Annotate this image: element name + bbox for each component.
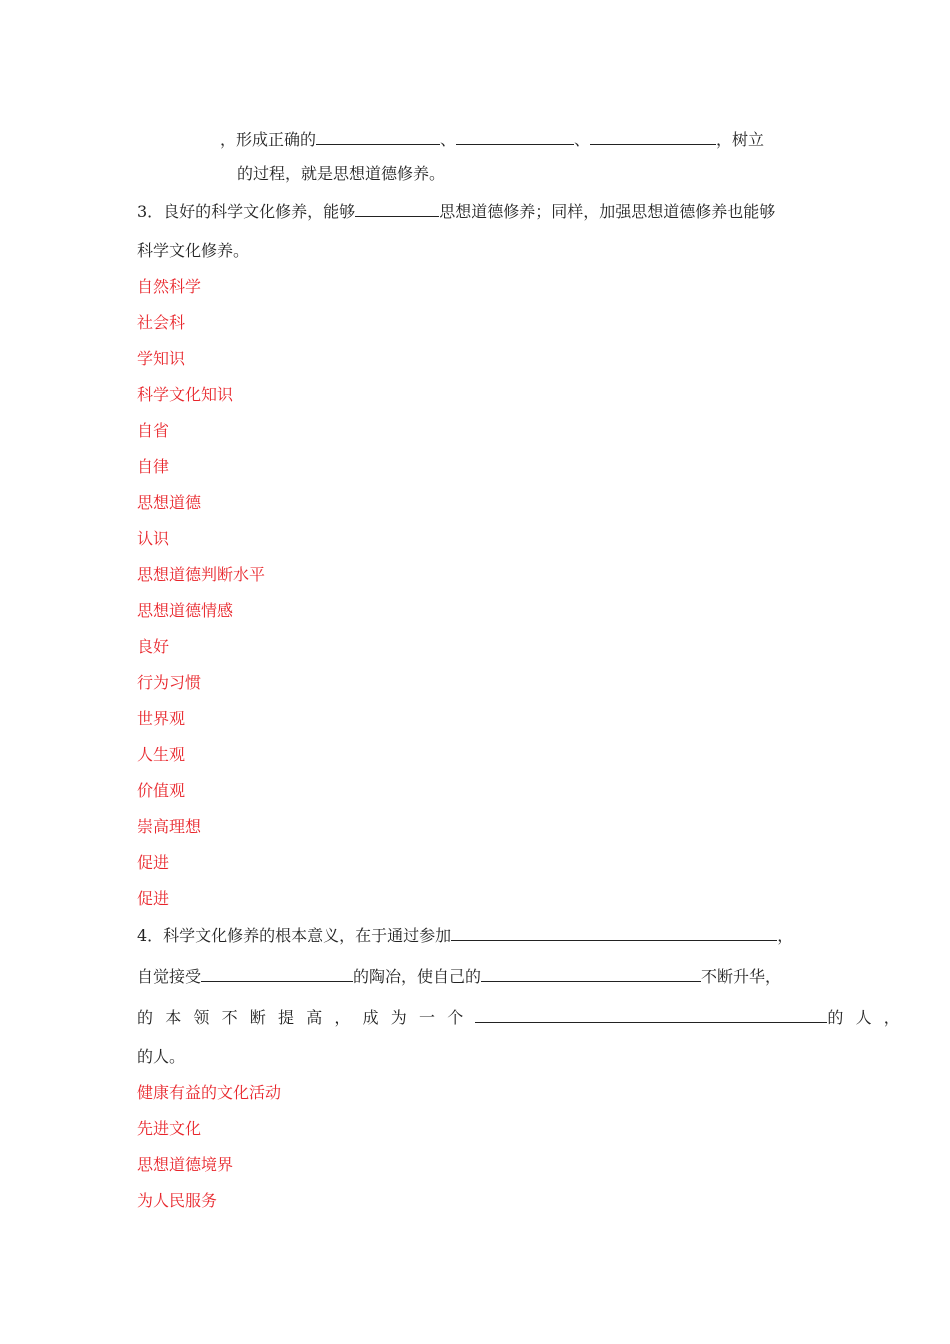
q4-text-c: 自觉接受: [137, 967, 202, 986]
q2-blank-2: [456, 128, 574, 145]
answer-item: 崇高理想: [137, 817, 202, 836]
q4-blank-3: [481, 965, 701, 982]
q3-line-2: 科学文化修养。: [137, 241, 250, 260]
q3-blank-1: [355, 200, 439, 217]
q4-blank-1: [451, 924, 777, 941]
q4-text-f: 的本领不断提高，成为一个: [137, 1008, 476, 1027]
q4-text-g: 的人，: [827, 1008, 913, 1027]
answer-item: 促进: [137, 853, 170, 872]
answer-item: 科学文化知识: [137, 385, 234, 404]
q4-text-b: ，: [777, 926, 794, 945]
answer-item: 思想道德判断水平: [137, 565, 266, 584]
answer-item: 思想道德境界: [137, 1155, 234, 1174]
q2-line-1: [220, 128, 764, 150]
answer-item: 良好: [137, 637, 170, 656]
answer-item: 人生观: [137, 745, 186, 764]
q4-line-1: [137, 924, 793, 946]
q4-text-d: 的陶冶，使自己的: [353, 967, 482, 986]
q2-blank-1: [316, 128, 440, 145]
q4-text-a: 4．科学文化修养的根本意义，在于通过参加: [137, 926, 452, 945]
answer-item: 社会科: [137, 313, 186, 332]
answer-item: 自律: [137, 457, 170, 476]
answer-item: 健康有益的文化活动: [137, 1083, 282, 1102]
answer-item: 自省: [137, 421, 170, 440]
q3-text-b: 思想道德修养；同样，加强思想道德修养也能够: [439, 202, 776, 221]
q3-text-a: 3．良好的科学文化修养，能够: [137, 202, 356, 221]
answer-item: 价值观: [137, 781, 186, 800]
answer-item: 行为习惯: [137, 673, 202, 692]
q2-sep-2: 、: [574, 130, 591, 149]
answer-item: 世界观: [137, 709, 186, 728]
q2-sep-1: 、: [440, 130, 457, 149]
q4-blank-4: [475, 1006, 827, 1023]
answer-item: 学知识: [137, 349, 186, 368]
q4-line-2: [137, 965, 781, 987]
q4-blank-2: [201, 965, 353, 982]
q2-line-2: 的过程，就是思想道德修养。: [237, 164, 446, 183]
answer-item: 先进文化: [137, 1119, 202, 1138]
q4-line-3: [137, 1006, 912, 1028]
answer-item: 为人民服务: [137, 1191, 218, 1210]
q2-blank-3: [590, 128, 716, 145]
q3-line-1: [137, 200, 775, 222]
answer-item: 认识: [137, 529, 170, 548]
q4-line-4: 的人。: [137, 1047, 186, 1066]
q2-text-a: ，形成正确的: [220, 130, 317, 149]
answer-item: 促进: [137, 889, 170, 908]
answer-item: 思想道德情感: [137, 601, 234, 620]
q2-text-b: ，树立: [716, 130, 765, 149]
q4-text-e: 不断升华，: [701, 967, 782, 986]
answer-item: 思想道德: [137, 493, 202, 512]
answer-item: 自然科学: [137, 277, 202, 296]
